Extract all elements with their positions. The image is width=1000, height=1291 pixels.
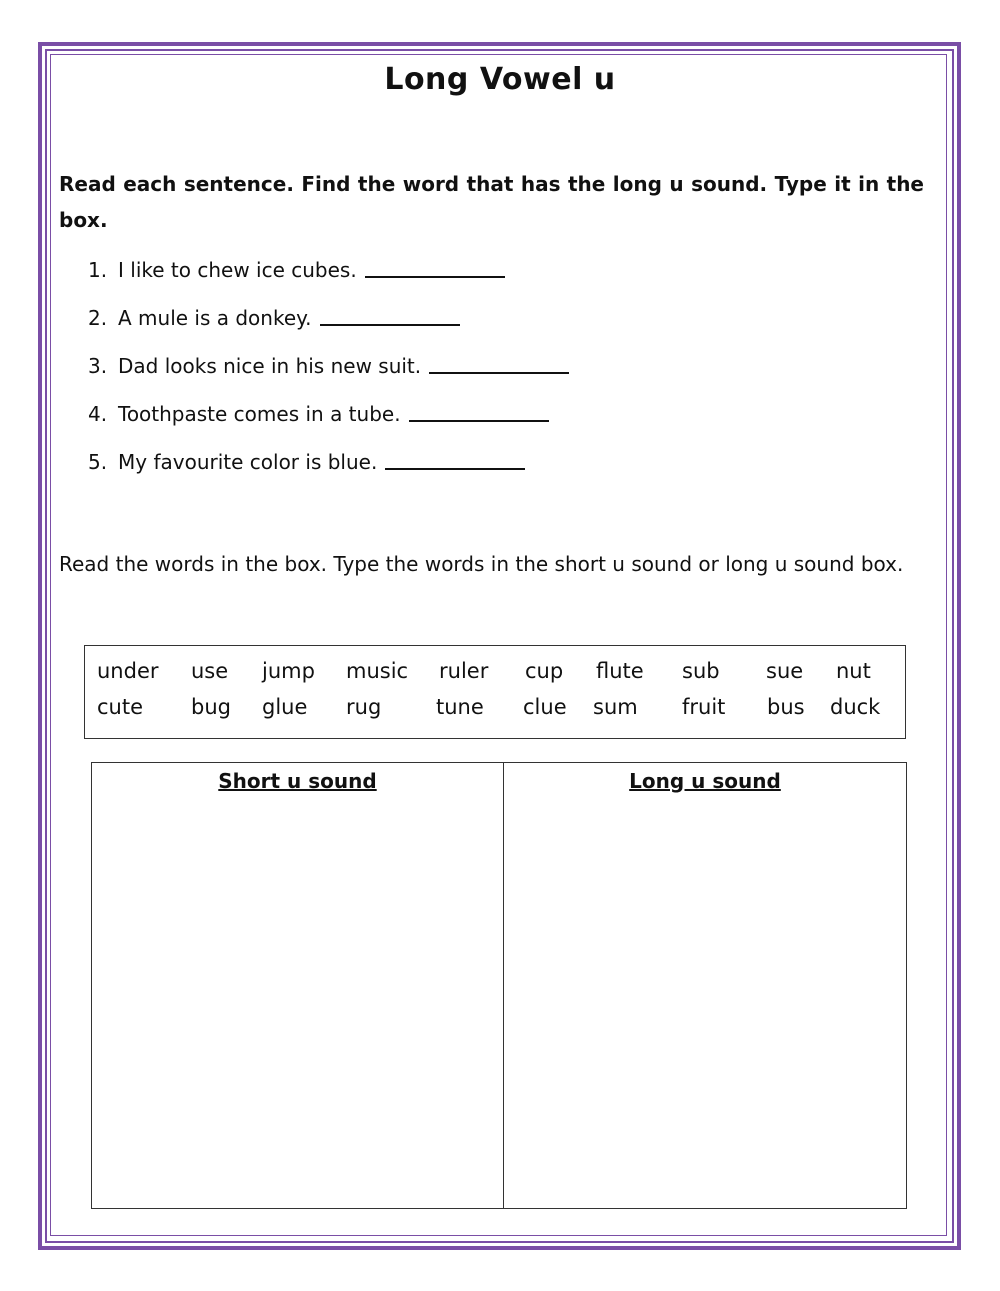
word-bank-item[interactable]: bug (191, 695, 231, 719)
word-bank-item[interactable]: clue (523, 695, 567, 719)
sentence-text: Dad looks nice in his new suit. (118, 354, 422, 378)
short-u-header: Short u sound (218, 769, 377, 793)
word-bank-item[interactable]: music (346, 659, 409, 683)
long-u-column[interactable] (504, 763, 906, 1208)
sentence-number: 5. (88, 450, 108, 474)
word-bank-item[interactable]: bus (767, 695, 805, 719)
sentence-number: 4. (88, 402, 108, 426)
word-bank-item[interactable]: use (191, 659, 229, 683)
word-bank-item[interactable]: tune (436, 695, 484, 719)
word-bank-item[interactable]: cup (525, 659, 564, 683)
word-bank-item[interactable]: cute (97, 695, 144, 719)
word-bank-item[interactable]: under (97, 659, 159, 683)
sort-table (91, 762, 907, 1209)
word-bank-item[interactable]: jump (262, 659, 315, 683)
sentence-item-5 (88, 446, 569, 494)
short-u-column[interactable] (92, 763, 504, 1208)
sentence-number: 2. (88, 306, 108, 330)
answer-blank-1[interactable] (365, 254, 505, 278)
sentence-text: Toothpaste comes in a tube. (118, 402, 401, 426)
word-bank-box (84, 645, 906, 739)
answer-blank-5[interactable] (385, 446, 525, 470)
instruction-part-2: Read the words in the box. Type the words in the short u sound or long u sound box. (59, 552, 904, 576)
word-bank-item[interactable]: nut (836, 659, 871, 683)
sentence-text: A mule is a donkey. (118, 306, 312, 330)
instruction-part-1: Read each sentence. Find the word that has the long u sound. Type it in the box. (59, 172, 924, 232)
word-bank-item[interactable]: sue (766, 659, 804, 683)
sentence-text: My favourite color is blue. (118, 450, 378, 474)
answer-blank-2[interactable] (320, 302, 460, 326)
sentence-item-2 (88, 302, 569, 350)
word-bank-item[interactable]: rug (346, 695, 382, 719)
sentence-number: 3. (88, 354, 108, 378)
sentence-item-1 (88, 254, 569, 302)
word-bank-item[interactable]: duck (830, 695, 881, 719)
sentence-item-4 (88, 398, 569, 446)
sentence-list (88, 254, 569, 494)
sentence-text: I like to chew ice cubes. (118, 258, 357, 282)
word-bank-item[interactable]: ruler (439, 659, 489, 683)
long-u-header: Long u sound (629, 769, 781, 793)
word-bank-item[interactable]: glue (262, 695, 308, 719)
worksheet-title: Long Vowel u (384, 62, 616, 97)
word-bank-item[interactable]: fruit (682, 695, 726, 719)
sentence-item-3 (88, 350, 569, 398)
word-bank-item[interactable]: flute (596, 659, 644, 683)
answer-blank-4[interactable] (409, 398, 549, 422)
sentence-number: 1. (88, 258, 108, 282)
answer-blank-3[interactable] (429, 350, 569, 374)
word-bank-item[interactable]: sum (593, 695, 638, 719)
word-bank-item[interactable]: sub (682, 659, 720, 683)
